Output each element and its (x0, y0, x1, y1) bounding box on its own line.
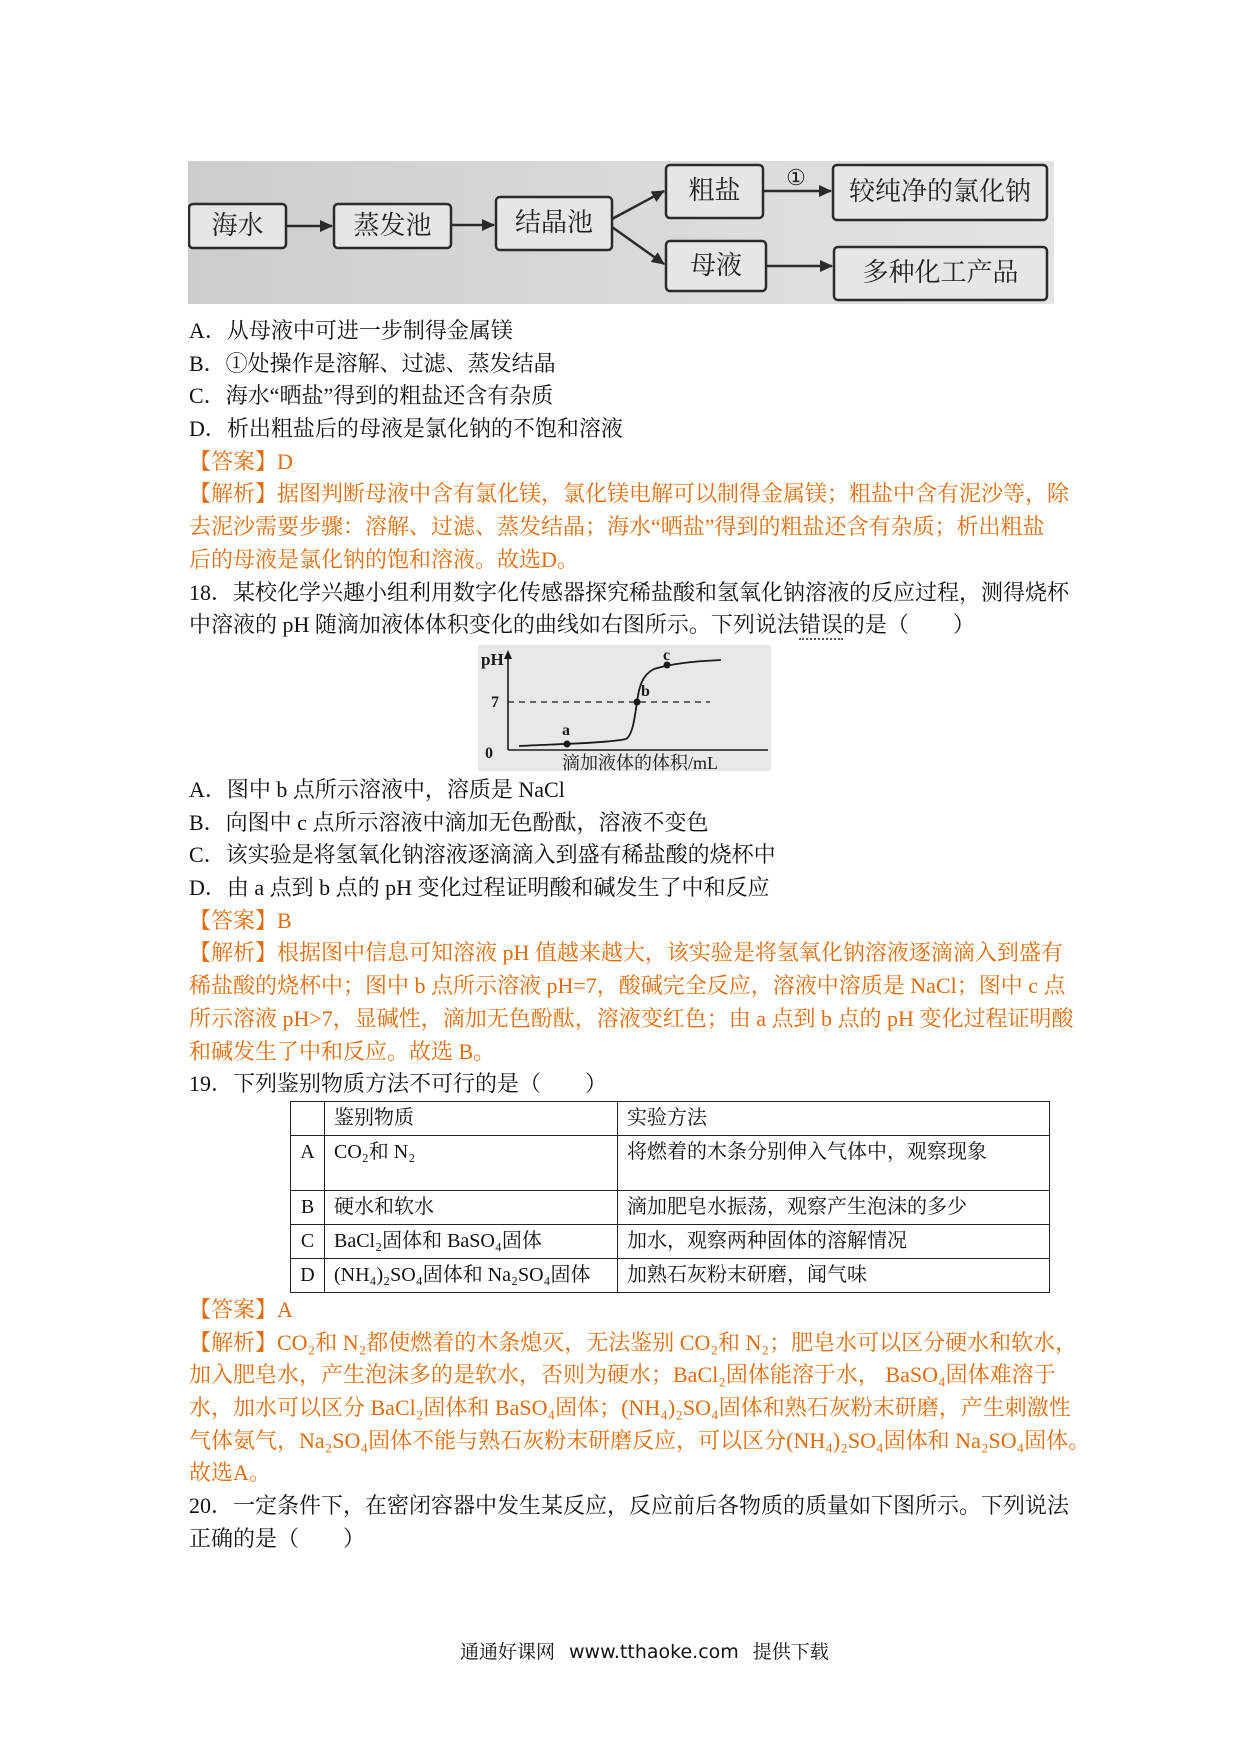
q18-analysis-line: 所示溶液 pH>7，显碱性，滴加无色酚酞，溶液变红色；由 a 点到 b 点的 pH 变化过程证明酸 (189, 1005, 1074, 1031)
q18-stem-before: 中溶液的 pH 随滴加液体体积变化的曲线如右图所示。下列说法 (189, 612, 799, 638)
q18-stem-after: 的是（ ） (842, 612, 975, 638)
x-axis-label: 滴加液体的体积/mL (562, 753, 718, 771)
q17-block (189, 315, 1069, 642)
q18-stem-emphasis: 错误 (799, 612, 843, 640)
q17-option-a: A．从母液中可进一步制得金属镁 (189, 318, 513, 343)
box-purer-sodium-chloride-label: 较纯净的氯化钠 (848, 177, 1032, 207)
box-mother-liquor-label: 母液 (689, 251, 743, 281)
table-cell-option: D (291, 1259, 325, 1293)
q18-block (189, 774, 1073, 1101)
step-marker-1: ① (786, 166, 806, 191)
table-cell-method: 将燃着的木条分别伸入气体中，观察现象 (618, 1136, 1050, 1191)
q19-analysis-line: 故选A。 (189, 1460, 271, 1486)
q19-analysis-line: 加入肥皂水，产生泡沫多的是软水，否则为硬水；BaCl₂固体能溶于水， BaSO₄固体难溶于 (189, 1362, 1056, 1388)
q18-stem-line-1: 18．某校化学兴趣小组利用数字化传感器探究稀盐酸和氢氧化钠溶液的反应过程，测得烧杯 (189, 579, 1070, 605)
point-a-marker (564, 741, 571, 748)
box-purer-sodium-chloride (833, 165, 1047, 220)
table-row (291, 1225, 1050, 1259)
q17-answer: 【答案】D (189, 448, 293, 474)
footer-note: 提供下载 (752, 1641, 829, 1663)
footer-site-name: 通通好课网 (460, 1641, 556, 1663)
table-cell-option: C (291, 1225, 325, 1259)
table-header-substances: 鉴别物质 (325, 1102, 618, 1136)
table-cell-substances: BaCl₂固体和 BaSO₄固体 (325, 1225, 618, 1259)
box-chemical-products-label: 多种化工产品 (862, 258, 1019, 288)
q17-option-c: C．海水“晒盐”得到的粗盐还含有杂质 (189, 383, 554, 409)
q18-answer: 【答案】B (189, 907, 292, 933)
box-seawater (189, 204, 286, 248)
table-header-row (291, 1102, 1050, 1136)
q19-stem: 19．下列鉴别物质方法不可行的是（ ） (189, 1071, 608, 1097)
table-cell-substances: 硬水和软水 (325, 1191, 618, 1225)
box-crude-salt-label: 粗盐 (688, 176, 741, 206)
q18-option-d: D．由 a 点到 b 点的 pH 变化过程证明酸和碱发生了中和反应 (189, 875, 770, 901)
box-crystallization-pond (496, 197, 612, 250)
q18-analysis-line: 稀盐酸的烧杯中；图中 b 点所示溶液 pH=7，酸碱完全反应，溶液中溶质是 NaCl；图中 c 点 (189, 973, 1066, 999)
table-cell-method: 加水，观察两种固体的溶解情况 (618, 1225, 1050, 1259)
point-a-label: a (562, 722, 570, 739)
q19-analysis-line: 水，加水可以区分 BaCl₂固体和 BaSO₄固体；(NH₄)₂SO₄固体和熟石灰粉末研磨，产生刺激性 (189, 1395, 1071, 1421)
q19-q20-block (189, 1294, 1090, 1556)
origin-label: 0 (485, 745, 493, 762)
q17-analysis-line: 后的母液是氯化钠的饱和溶液。故选D。 (189, 546, 579, 572)
box-evaporation-pond-label: 蒸发池 (353, 211, 432, 241)
q18-option-a: A．图中 b 点所示溶液中，溶质是 NaCl (189, 777, 565, 802)
table-row (291, 1191, 1050, 1225)
q18-analysis-line: 【解析】根据图中信息可知溶液 pH 值越来越大，该实验是将氢氧化钠溶液逐滴滴入到盛有 (189, 940, 1063, 966)
box-crude-salt (666, 165, 763, 218)
y-axis-label: pH (481, 650, 504, 669)
table-cell-method: 加熟石灰粉末研磨，闻气味 (618, 1259, 1050, 1293)
q19-table (290, 1101, 1050, 1293)
box-seawater-label: 海水 (211, 211, 264, 241)
table-row (291, 1259, 1050, 1293)
table-cell-substances: CO₂和 N₂ (325, 1136, 618, 1191)
q17-option-b: B．①处操作是溶解、过滤、蒸发结晶 (189, 350, 556, 376)
table-cell-substances: (NH₄)₂SO₄固体和 Na₂SO₄固体 (325, 1259, 618, 1293)
q20-stem-line: 20．一定条件下，在密闭容器中发生某反应，反应前后各物质的质量如下图所示。下列说法 (189, 1493, 1070, 1519)
ph-curve-figure (478, 645, 771, 771)
box-crystallization-pond-label: 结晶池 (514, 208, 594, 238)
y-tick-7: 7 (491, 694, 499, 711)
q18-analysis-line: 和碱发生了中和反应。故选 B。 (189, 1038, 496, 1064)
box-evaporation-pond (334, 204, 451, 248)
page-footer (460, 1640, 829, 1664)
point-b-label: b (641, 683, 650, 700)
q19-analysis-line: 气体氨气，Na₂SO₄固体不能与熟石灰粉末研磨反应，可以区分(NH₄)₂SO₄固体和 Na₂SO₄固体。 (189, 1427, 1091, 1453)
q18-stem-line-2 (189, 609, 1069, 642)
box-chemical-products (834, 247, 1047, 300)
q18-option-c: C．该实验是将氢氧化钠溶液逐滴滴入到盛有稀盐酸的烧杯中 (189, 842, 776, 868)
box-mother-liquor (666, 241, 766, 291)
point-b-marker (634, 699, 641, 706)
table-cell-method: 滴加肥皂水振荡，观察产生泡沫的多少 (618, 1191, 1050, 1225)
q17-analysis-line: 【解析】据图判断母液中含有氯化镁，氯化镁电解可以制得金属镁；粗盐中含有泥沙等，除 (189, 481, 1070, 507)
table-row (291, 1136, 1050, 1191)
q17-analysis-line: 去泥沙需要步骤：溶解、过滤、蒸发结晶；海水“晒盐”得到的粗盐还含有杂质；析出粗盐 (189, 514, 1045, 540)
q18-option-b: B．向图中 c 点所示溶液中滴加无色酚酞，溶液不变色 (189, 809, 709, 835)
point-c-label: c (663, 647, 671, 664)
footer-url: www.tthaoke.com (569, 1641, 739, 1663)
salt-process-flow-diagram (188, 161, 1054, 304)
table-cell-option: B (291, 1191, 325, 1225)
q19-analysis-line: 【解析】CO₂和 N₂都使燃着的木条熄灭，无法鉴别 CO₂和 N₂；肥皂水可以区分硬水和软水， (189, 1329, 1078, 1355)
q19-answer: 【答案】A (189, 1297, 293, 1322)
table-header-blank (291, 1102, 325, 1136)
q17-option-d: D．析出粗盐后的母液是氯化钠的不饱和溶液 (189, 416, 623, 442)
table-cell-option: A (291, 1136, 325, 1191)
q20-stem-line: 正确的是（ ） (189, 1525, 366, 1551)
table-header-method: 实验方法 (618, 1102, 1050, 1136)
